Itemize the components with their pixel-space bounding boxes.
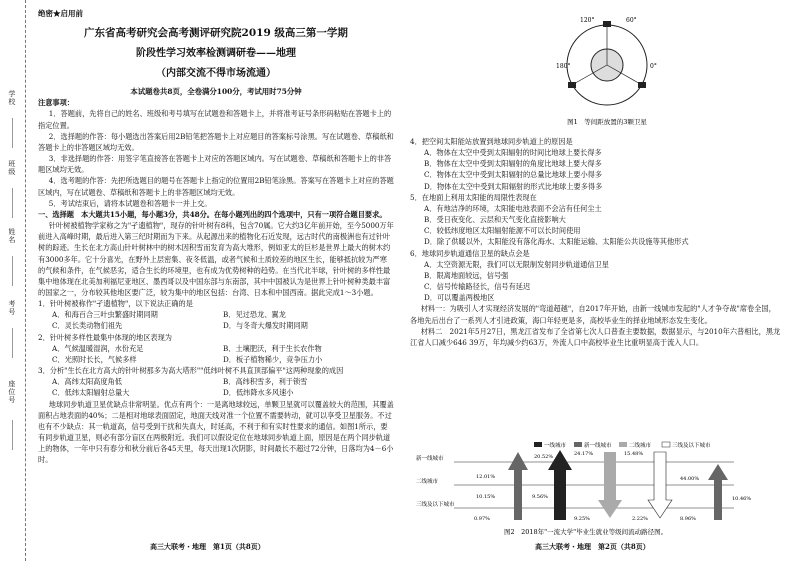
notes-heading: 注意事项： [38, 98, 74, 108]
flow-value: 10.15% [476, 494, 496, 500]
margin-field-seat: 座位号 [7, 380, 16, 404]
legend-item: 一线城市 [544, 443, 567, 449]
q5-option-a: A．有地洁净的环境，太阳能电池表面不会沾有任何尘土 [424, 203, 602, 213]
row-label: 二线城市 [416, 479, 439, 485]
row-label: 新一线城市 [416, 456, 444, 462]
q2-option-c: C．光照时长长，气候多样 [52, 354, 137, 364]
note-item: 5．考试结束后，请将本试题卷和答题卡一并上交。 [48, 198, 212, 208]
figure-1-caption: 图1 等间距放置的3颗卫星 [567, 118, 647, 126]
page-footer-left: 高三大联考・地理 第1页（共8页） [150, 542, 265, 552]
passage-1: 针叶树被植物学家称之为"孑遗植物"，现存的针叶树有8科，包含70属。它大约3亿年前开始，至今5000万年前进入高峰时期，最后进入第三纪时期而为下来。从起源出来的植物化石近发现，远古时代的南极洲也有过针叶树的踪迹。生长在北方高山针叶树林中的树木因积雪而发育为高大堆形，例如亚太的巨杉是世界上最大的树木约有3000多年。它十分喜光，在野外上层密集、夜冬低温，或者气候和土质较差的地区生长，能够抵抗较为严寒的气候和条件，在气候恶劣，适合生长的环境里，也有成为优势树种的趋势。在当代北半球，针叶树的多样性最集中地体现在北美加利福尼亚地区、墨西哥以及中国东部与东南部，其中中国被认为是世界上针叶树种类最丰富的国家之一，分布较其他地区要广泛，较为集中的地区包括：台湾、日本和中国西南。据此完成1～3小题。 [38, 221, 394, 297]
q1-option-a: A．和海百合三叶虫繁盛时期同期 [52, 310, 158, 320]
q2-option-b: B．土壤肥沃，利于生长农作物 [223, 343, 322, 353]
margin-field-name: 姓名 [7, 228, 16, 244]
margin-line [12, 188, 13, 218]
q5-option-d: D．除了供暖以外，太阳能没有落化海水、太阳能运输、太阳能公共设施等其他形式 [424, 237, 689, 247]
migration-figure [414, 440, 784, 540]
secret-mark: 绝密★启用前 [38, 9, 83, 18]
margin-field-class: 班级 [7, 160, 16, 176]
q6-option-a: A．太空资源无限，我们可以无限制发射同步轨道通信卫星 [424, 259, 609, 269]
legend-item: 三线及以下城市 [672, 443, 711, 449]
q5-option-c: C．较低纬度地区太阳辐射能源不可以长时间使用 [424, 226, 581, 236]
q2-option-a: A．气候温暖湿润，水份充足 [52, 343, 144, 353]
margin-line [12, 328, 13, 358]
right-column [410, 136, 782, 348]
q3-option-d: D．低纬降水多风速小 [223, 388, 294, 398]
note-item: 3．非选择题的作答：用签字笔直接答在答题卡上对应的答题区域内。写在试题卷、草稿纸和答题卡上的非答题区域均无效。 [38, 154, 392, 175]
note-item: 2．选择题的作答：每小题选出答案后用2B铅笔把答题卡上对应题目的答案标号涂黑。写在试题卷、草稿纸和答题卡上的非答题区域均无效。 [38, 131, 394, 152]
question-6-stem: 6．地球同步轨道通信卫星的缺点会是 [410, 248, 530, 258]
flow-value: 15.48% [624, 451, 644, 457]
flow-arrow [708, 464, 728, 520]
flow-value: 2.22% [632, 516, 648, 522]
legend-item: 新一线城市 [584, 443, 612, 449]
exam-title-3: （内部交流不得市场流通） [156, 68, 276, 80]
row-label: 三线及以下城市 [416, 502, 455, 508]
flow-value: 20.52% [534, 454, 554, 460]
flow-value: 8.96% [680, 516, 696, 522]
q4-option-d: D．物体在太空中受到太阳辐射的形式比地球上要多得多 [424, 181, 603, 191]
margin-field-number: 考号 [7, 300, 16, 316]
question-3-stem: 3．分析"生长在北方高大的针叶树那多为高大塔形""低纬叶树不具直顶部偏平"这两种现象的成因 [38, 366, 344, 376]
material-2: 材料二 2021年5月27日，黑龙江省发布了全省第七次人口普查主要数据，数据显示，与2010年六普相比，黑龙江省人口减少646 39万，年均减少约63万，外流人口中高校毕业生比重明显高于流入人口。 [410, 326, 781, 347]
satellite-figure [552, 10, 662, 130]
flow-value: 24.17% [574, 451, 594, 457]
q1-option-c: C．灵长类动物们祖先 [52, 321, 123, 331]
q3-option-c: C．低纬太阳辐射总量大 [52, 388, 130, 398]
q5-option-b: B．受日夜变化、云层和天气变化直接影响大 [424, 215, 566, 225]
q6-option-b: B．限离地面较远，信号强 [424, 270, 509, 280]
flow-value: 12.01% [476, 474, 496, 480]
passage-2: 地球同步轨道卫星优缺点非常明显。优点有两个：一是离地球较远，单颗卫星就可以覆盖较大的范围，其覆盖面积占地表面的40%；二是相对地球表面固定，地面天线对准一个位置不需要转动，就可以享受卫星服务。不过也有不少缺点：其一轨道高，信号受到干扰和失真大，时延高，不利于和有实时性要求的通信。如图1所示，要有同步轨道卫星，则必有部分盲区在两极附近。我们可以假设定位在地球同步轨道上面，原因是在两个同步轨道上的物体，一年中只有春分和秋分前后各45天里，每天出现1次阴影，时间最长不超过72分钟，日落均为4－6小时。 [38, 399, 394, 465]
question-2-stem: 2．针叶树多样性最集中体现的地区表现为 [38, 332, 172, 342]
q2-option-d: D．板子植物稀少，竞争压力小 [223, 354, 323, 364]
margin-field-school: 学校 [7, 90, 16, 106]
flow-value: 9.56% [532, 494, 548, 500]
longitude-label: 120° [580, 17, 595, 24]
flow-value: 0.97% [474, 516, 490, 522]
exam-info: 本试题卷共8页，全卷满分100分，考试用时75分钟 [130, 86, 302, 96]
satellite-icon [603, 21, 611, 27]
margin-line [12, 420, 13, 450]
q4-option-b: B．物体在太空中受到太阳辐射的角度比地球上要大得多 [424, 159, 602, 169]
exam-title-1: 广东省高考研究会高考测评研究院2019 级高三第一学期 [84, 26, 348, 39]
question-1-stem: 1．针叶树被称作"孑遗植物"，以下说法正确的是 [38, 299, 193, 309]
flow-value: 44.00% [680, 476, 700, 482]
question-5-stem: 5．在地面上利用太阳能的局限性表现在 [410, 192, 537, 202]
q6-option-c: C．信号传输路径长，信号有延迟 [424, 282, 531, 292]
q4-option-a: A．物体在太空中受到太阳辐射的时间比地球上要长得多 [424, 148, 602, 158]
flow-value: 10.46% [732, 496, 752, 502]
q1-option-d: D．与冬奇大爆发时期同期 [223, 321, 308, 331]
flow-value: 9.25% [574, 516, 590, 522]
satellite-icon [568, 82, 576, 88]
note-item: 4．选考题的作答：先把所选题目的题号在答题卡上指定的位置用2B铅笔涂黑。答案写在答题卡上对应的答题区域内，写在试题卷、草稿纸和答题卡上的非答题区域均无效。 [38, 176, 394, 197]
q6-option-d: D．可以覆盖两极地区 [424, 293, 495, 303]
legend-item: 二线城市 [629, 443, 652, 449]
margin-line [12, 118, 13, 148]
margin-line [12, 256, 13, 286]
longitude-label: 0° [650, 63, 657, 70]
longitude-label: 60° [626, 17, 637, 24]
longitude-label: 180° [556, 63, 571, 70]
left-column [38, 8, 394, 465]
page-footer-right: 高三大联考・地理 第2页（共8页） [535, 542, 650, 552]
q3-option-b: B．高纬积雪多，利于锁雪 [223, 377, 308, 387]
q3-option-a: A．高纬太阳高度角低 [52, 377, 122, 387]
note-item: 1．答题前，先将自己的姓名、班级和考号填写在试题卷和答题卡上，并将准考证号条形码粘贴在答题卡上的指定位置。 [38, 109, 392, 130]
q1-option-b: B．见过恐龙、翼龙 [223, 310, 286, 320]
exam-title-2: 阶段性学习效率检测调研卷——地理 [136, 47, 296, 59]
q4-option-c: C．物体在太空中受到太阳辐射的总量比地球上要小得多 [424, 170, 603, 180]
section-heading: 一、选择题 本大题共15小题，每小题3分，共48分。在每小题列出的四个选项中，只有一项符合题目要求。 [38, 209, 387, 219]
binding-margin [0, 0, 26, 561]
question-4-stem: 4．把空间太阳能站放置到地球同步轨道上的原因是 [410, 137, 573, 146]
satellite-icon [638, 82, 646, 88]
figure-2-caption: 图2 2018年"一流大学"毕业生就业等级间流动路径图。 [504, 528, 668, 536]
material-1: 材料一：为吸引人才实现经济发展的"弯道超越"，自2017年开始，由新一线城市发起的"人才争夺战"席卷全国，各地先后出台了一系列人才引进政策，海口年轻更是多，高校毕业生的择业地域形态发生变化。 [410, 304, 776, 325]
